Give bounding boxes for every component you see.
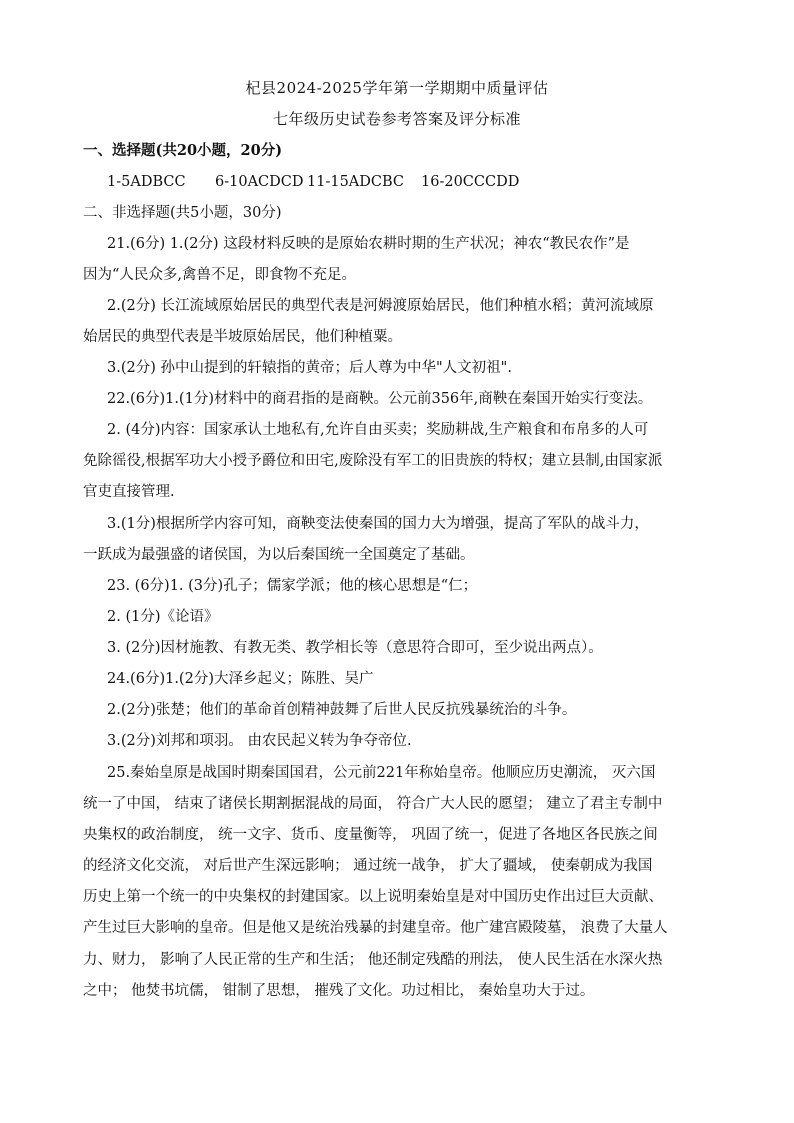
multiple-choice-answers [107,172,794,192]
q25-line2: 统一了中国， 结束了诸侯长期割据混战的局面， 符合广大人民的愿望； 建立了君主专制中 [83,796,663,812]
q25-line5: 历史上第一个统一的中央集权的封建国家。以上说明秦始皇是对中国历史作出过巨大贡献、 [83,889,663,905]
document-title: 杞县2024-2025学年第一学期期中质量评估 [245,79,549,97]
answer-group-16-20: 16-20CCCDD [421,174,520,190]
q22-part3-line2: 一跃成为最强盛的诸侯国，为以后秦国统一全国奠定了基础。 [83,547,475,563]
q22-part1: 22.(6分)1.(1分)材料中的商君指的是商鞅。公元前356年,商鞅在秦国开始实行变法。 [107,391,653,407]
answer-group-11-15: 11-15ADCBC [307,174,405,190]
q24-part3: 3.(2分)刘邦和项羽。 由农民起义转为争夺帝位. [107,733,412,749]
q24-part2: 2.(2分)张楚；他们的革命首创精神鼓舞了后世人民反抗残暴统治的斗争。 [107,702,577,718]
section-2-heading: 二、非选择题(共5小题，30分) [83,205,282,221]
answer-group-6-10: 6-10ACDCD [215,174,304,190]
q22-part2-line2: 免除徭役,根据军功大小授予爵位和田宅,废除没有军工的旧贵族的特权；建立县制,由国家派 [83,453,663,469]
q21-part3: 3.(2分) 孙中山提到的轩辕指的黄帝；后人尊为中华"人文初祖". [107,360,512,376]
q22-part2-line1: 2. (4分)内容：国家承认土地私有,允许自由买卖；奖励耕战,生产粮食和布帛多的人可 [107,422,649,438]
q23-part1: 23. (6分)1. (3分)孔子；儒家学派；他的核心思想是“仁； [107,578,478,594]
document-subtitle: 七年级历史试卷参考答案及评分标准 [272,110,521,128]
q22-part3-line1: 3.(1分)根据所学内容可知，商鞅变法使秦国的国力大为增强，提高了军队的战斗力， [107,516,649,532]
q24-part1: 24.(6分)1.(2分)大泽乡起义；陈胜、吴广 [107,671,374,687]
section-1-heading: 一、选择题(共20小题，20分) [83,142,283,159]
answer-group-1-5: 1-5ADBCC [107,174,186,190]
q21-part2-line2: 始居民的典型代表是半坡原始居民，他们种植粟。 [83,329,402,345]
q21-part2-line1: 2.(2分) 长江流域原始居民的典型代表是河姆渡原始居民，他们种植水稻；黄河流域原 [107,298,654,314]
q21-part1-line1: 21.(6分) 1.(2分) 这段材料反映的是原始农耕时期的生产状况；神农“教民农作”是 [107,236,630,252]
q25-line4: 的经济文化交流， 对后世产生深远影响； 通过统一战争， 扩大了疆域， 使秦朝成为我国 [83,858,653,874]
q25-line6: 产生过巨大影响的皇帝。但是他又是统治残暴的封建皇帝。他广建宫殿陵墓， 浪费了大量人 [83,920,668,936]
q21-part1-line2: 因为“人民众多,禽兽不足，即食物不充足。 [83,267,357,283]
q22-part2-line3: 官吏直接管理. [83,484,175,500]
q25-line1: 25.秦始皇原是战国时期秦国国君，公元前221年称始皇帝。他顺应历史潮流， 灭六国 [107,765,656,781]
q25-line8: 之中； 他焚书坑儒， 钳制了思想， 摧残了文化。功过相比， 秦始皇功大于过。 [83,983,595,999]
q23-part2: 2. (1分)《论语》 [107,609,219,625]
q25-line7: 力、财力， 影响了人民正常的生产和生活； 他还制定残酷的刑法， 使人民生活在水深火热 [83,952,663,968]
q25-line3: 央集权的政治制度， 统一文字、货币、度量衡等， 巩固了统一，促进了各地区各民族之间 [83,827,658,843]
q23-part3: 3. (2分)因材施教、有教无类、教学相长等（意思符合即可，至少说出两点）。 [107,640,603,656]
